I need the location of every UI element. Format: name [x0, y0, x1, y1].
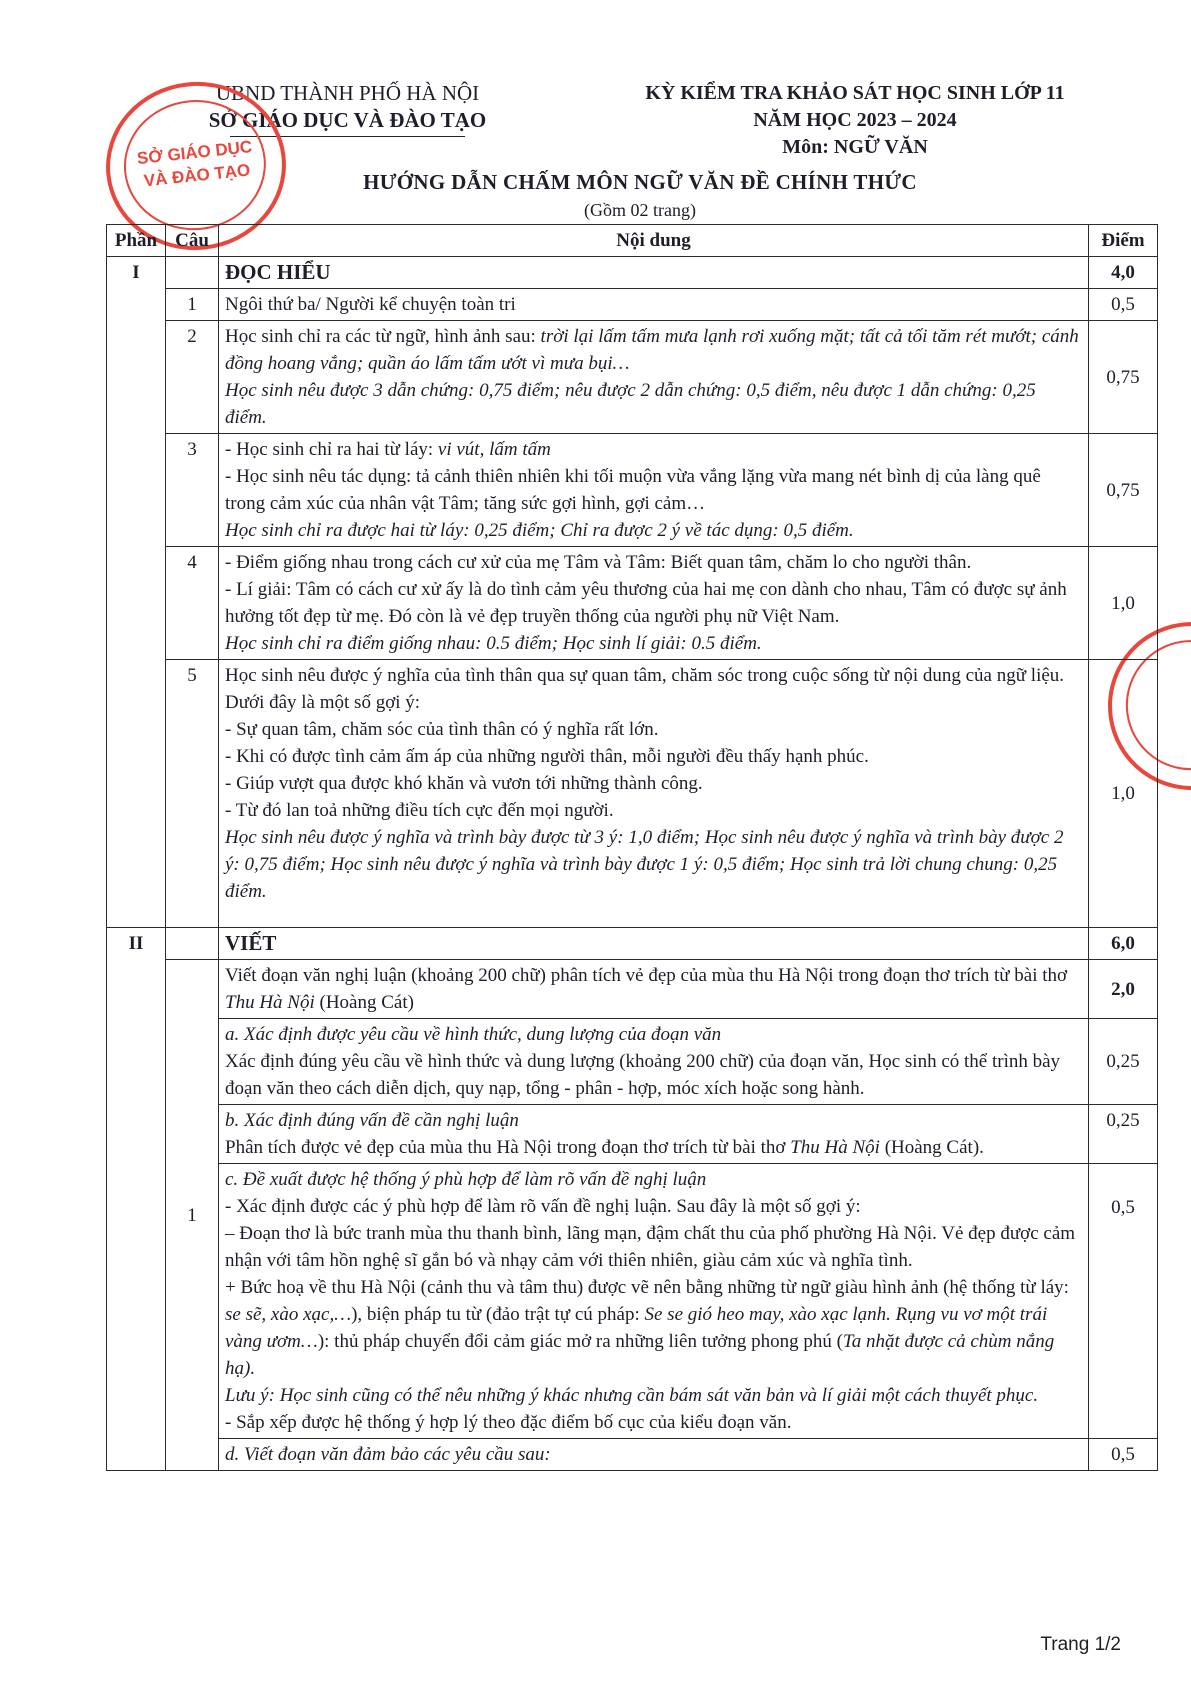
- criterion-score: 0,5: [1089, 1164, 1158, 1439]
- question-number: 2: [166, 321, 219, 434]
- section-title: ĐỌC HIỂU: [219, 257, 1089, 289]
- content-italic: Se se gió heo may, xào xạc lạnh. Rụng vu vơ một trái vàng ươm…: [225, 1304, 1048, 1352]
- question-content: [219, 547, 1089, 660]
- section-row: [107, 928, 1158, 960]
- content-text: + Bức hoạ về thu Hà Nội (cảnh thu và tâm thu) được vẽ nên bằng những từ ngữ giàu hình ảnh (hệ thống từ láy:: [225, 1277, 1069, 1298]
- header-part: Phần: [107, 225, 166, 257]
- scoring-note: Học sinh nêu được 3 dẫn chứng: 0,75 điểm; nêu được 2 dẫn chứng: 0,5 điểm, nêu được 1 dẫn chứng: 0,25 điểm.: [225, 380, 1036, 428]
- question-content: [219, 321, 1089, 434]
- criterion-a: [219, 1019, 1089, 1105]
- content-italic: vi vút, lấm tấm: [437, 439, 551, 460]
- content-text: - Khi có được tình cảm ấm áp của những người thân, mỗi người đều thấy hạnh phúc.: [225, 746, 869, 767]
- question-number: 1: [166, 960, 219, 1471]
- content-text: - Học sinh chỉ ra hai từ láy:: [225, 439, 438, 460]
- exam-subject: Môn: NGỮ VĂN: [782, 136, 928, 158]
- question-score: 0,75: [1089, 434, 1158, 547]
- content-text: – Đoạn thơ là bức tranh mùa thu thanh bình, lãng mạn, đậm chất thu của phố phường Hà Nội. Vẻ đẹp được cảm nhận với tâm hồn nghệ sĩ gắn bó và nhạy cảm với thiên nhiên, giàu cảm xúc và nghĩa tình.: [225, 1223, 1076, 1271]
- content-italic: trời lại lấm tấm mưa lạnh rơi xuống mặt; tất cả tối tăm rét mướt; cánh đồng hoang vắng; quần áo lấm tấm ướt vì mưa bụi…: [225, 326, 1079, 374]
- criterion-title: c. Đề xuất được hệ thống ý phù hợp để làm rõ vấn đề nghị luận: [225, 1169, 707, 1190]
- question-score: 2,0: [1089, 960, 1158, 1019]
- content-text: - Điểm giống nhau trong cách cư xử của mẹ Tâm và Tâm: Biết quan tâm, chăm lo cho người thân.: [225, 552, 972, 573]
- content-text: ): thủ pháp chuyển đổi cảm giác mở ra những liên tưởng phong phú (: [317, 1331, 843, 1352]
- section-part: II: [107, 928, 166, 1471]
- content-text: - Giúp vượt qua được khó khăn và vươn tới những thành công.: [225, 773, 703, 794]
- seal-text-line2: VÀ ĐÀO TẠO: [142, 160, 252, 191]
- scoring-note: Học sinh chỉ ra điểm giống nhau: 0.5 điểm; Học sinh lí giải: 0.5 điểm.: [225, 633, 762, 654]
- criterion-title: a. Xác định được yêu cầu về hình thức, dung lượng của đoạn văn: [225, 1024, 722, 1045]
- seal-text-line1: SỞ GIÁO DỤC: [136, 137, 254, 169]
- table-header-row: [107, 225, 1158, 257]
- criterion-score: 0,5: [1089, 1439, 1158, 1471]
- table-row: [107, 289, 1158, 321]
- issuer-department: SỞ GIÁO DỤC VÀ ĐÀO TẠO: [208, 108, 487, 132]
- content-text: Viết đoạn văn nghị luận (khoảng 200 chữ) phân tích vẻ đẹp của mùa thu Hà Nội trong đoạn thơ trích từ bài thơ: [225, 965, 1068, 986]
- content-text: - Lí giải: Tâm có cách cư xử ấy là do tình cảm yêu thương của hai mẹ con dành cho nhau, Tâm có được sự ảnh hưởng tốt đẹp từ mẹ. Đó còn là vẻ đẹp truyền thống của người phụ nữ Việt Nam.: [225, 579, 1067, 627]
- section-score: 6,0: [1089, 928, 1158, 960]
- content-italic: Thu Hà Nội: [225, 992, 315, 1013]
- scoring-note: Học sinh nêu được ý nghĩa và trình bày được từ 3 ý: 1,0 điểm; Học sinh nêu được ý nghĩa và trình bày được 2 ý: 0,75 điểm; Học sinh nêu được ý nghĩa và trình bày được 1 ý: 0,5 điểm; Học sinh trả lời chung chung: 0,25 điểm.: [225, 827, 1064, 902]
- section-part: I: [107, 257, 166, 928]
- criterion-b: [219, 1105, 1089, 1164]
- page-number: Trang 1/2: [1040, 1634, 1121, 1655]
- content-text: ), biện pháp tu từ (đảo trật tự cú pháp:: [351, 1304, 645, 1325]
- question-number: 5: [166, 660, 219, 928]
- section-row: [107, 257, 1158, 289]
- content-text: - Sự quan tâm, chăm sóc của tình thân có ý nghĩa rất lớn.: [225, 719, 659, 740]
- page-title: HƯỚNG DẪN CHẤM MÔN NGỮ VĂN ĐỀ CHÍNH THỨC: [363, 170, 917, 194]
- question-content: [219, 660, 1089, 928]
- scoring-note: Học sinh chỉ ra được hai từ láy: 0,25 điểm; Chỉ ra được 2 ý về tác dụng: 0,5 điểm.: [225, 520, 854, 541]
- writing-prompt: [219, 960, 1089, 1019]
- issuer-city: UBND THÀNH PHỐ HÀ NỘI: [215, 81, 480, 105]
- question-score: 1,0: [1089, 547, 1158, 660]
- content-italic: Ta nhặt được cả chùm nắng hạ).: [225, 1331, 1055, 1379]
- criterion-score: 0,25: [1089, 1019, 1158, 1105]
- header-question: Câu: [166, 225, 219, 257]
- question-score: 0,5: [1089, 289, 1158, 321]
- table-row: [107, 960, 1158, 1019]
- content-text: Xác định đúng yêu cầu về hình thức và dung lượng (khoảng 200 chữ) của đoạn văn, Học sinh có thể trình bày đoạn văn theo cách diễn dịch, quy nạp, tổng - phân - hợp, móc xích hoặc song hành.: [225, 1051, 1061, 1099]
- table-row: [107, 660, 1158, 928]
- header-content: Nội dung: [219, 225, 1089, 257]
- exam-name: KỲ KIỂM TRA KHẢO SÁT HỌC SINH LỚP 11: [645, 82, 1065, 104]
- exam-block: [585, 80, 1125, 161]
- criterion-title: d. Viết đoạn văn đảm bảo các yêu cầu sau:: [225, 1444, 551, 1465]
- criterion-score: 0,25: [1089, 1105, 1158, 1164]
- section-title: VIẾT: [219, 928, 1089, 960]
- criterion-c: [219, 1164, 1089, 1439]
- content-text: - Sắp xếp được hệ thống ý hợp lý theo đặc điểm bố cục của kiểu đoạn văn.: [225, 1412, 792, 1433]
- criterion-title: b. Xác định đúng vấn đề cần nghị luận: [225, 1110, 519, 1131]
- note-text: Lưu ý: Học sinh cũng có thể nêu những ý khác nhưng cần bám sát văn bản và lí giải một cách thuyết phục.: [225, 1385, 1039, 1406]
- table-row: [107, 547, 1158, 660]
- exam-year: NĂM HỌC 2023 – 2024: [753, 109, 957, 131]
- content-text: Học sinh nêu được ý nghĩa của tình thân qua sự quan tâm, chăm sóc trong cuộc sống từ nội dung của ngữ liệu. Dưới đây là một số gợi ý:: [225, 665, 1065, 713]
- table-row: [107, 1019, 1158, 1105]
- table-row: [107, 321, 1158, 434]
- question-content: Ngôi thứ ba/ Người kể chuyện toàn tri: [219, 289, 1089, 321]
- table-row: [107, 1164, 1158, 1439]
- content-text: (Hoàng Cát): [314, 992, 414, 1013]
- content-text: - Từ đó lan toả những điều tích cực đến mọi người.: [225, 800, 614, 821]
- question-number: 3: [166, 434, 219, 547]
- question-number: 1: [166, 289, 219, 321]
- table-row: [107, 434, 1158, 547]
- content-text: - Xác định được các ý phù hợp để làm rõ vấn đề nghị luận. Sau đây là một số gợi ý:: [225, 1196, 861, 1217]
- criterion-d: [219, 1439, 1089, 1471]
- section-score: 4,0: [1089, 257, 1158, 289]
- question-score: 0,75: [1089, 321, 1158, 434]
- question-number: 4: [166, 547, 219, 660]
- page-subtitle: (Gồm 02 trang): [584, 200, 696, 220]
- question-content: [219, 434, 1089, 547]
- content-text: Phân tích được vẻ đẹp của mùa thu Hà Nội trong đoạn thơ trích từ bài thơ: [225, 1137, 791, 1158]
- question-score: 1,0: [1089, 660, 1158, 928]
- content-text: Học sinh chỉ ra các từ ngữ, hình ảnh sau:: [225, 326, 541, 347]
- content-text: (Hoàng Cát).: [879, 1137, 984, 1158]
- content-italic: Thu Hà Nội: [790, 1137, 880, 1158]
- table-row: [107, 1439, 1158, 1471]
- grading-table: [106, 224, 1158, 1471]
- table-row: [107, 1105, 1158, 1164]
- content-italic: se sẽ, xào xạc,…: [225, 1304, 352, 1325]
- header-score: Điểm: [1089, 225, 1158, 257]
- content-text: - Học sinh nêu tác dụng: tả cảnh thiên nhiên khi tối muộn vừa vắng lặng vừa mang nét bình dị của làng quê trong cảm xúc của nhân vật Tâm; tăng sức gợi hình, gợi cảm…: [225, 466, 1041, 514]
